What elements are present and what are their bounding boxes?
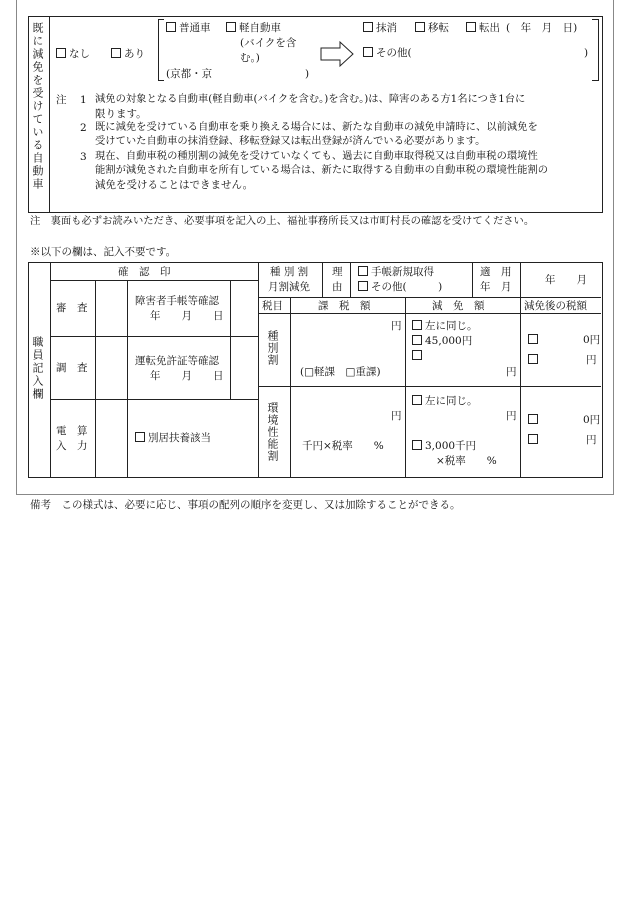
remarks: 備考 この様式は、必要に応じ、事項の配列の順序を変更し、又は加除することができる。 xyxy=(30,499,461,511)
v-line-taxitem xyxy=(290,297,291,478)
checkbox[interactable] xyxy=(466,22,476,32)
row2-after-zero[interactable]: 0円 xyxy=(528,414,541,426)
row1-label: 種別割 xyxy=(266,330,279,366)
note-1-line-2: 限ります。 xyxy=(95,108,147,120)
checkbox[interactable] xyxy=(412,395,422,405)
page-frame-bottom xyxy=(16,494,614,495)
checkbox[interactable] xyxy=(111,48,121,58)
v-line-r4 xyxy=(520,262,521,478)
row1-after-custom[interactable]: 円 xyxy=(528,354,541,366)
checkbox[interactable] xyxy=(528,334,538,344)
notes-label: 注 xyxy=(56,94,67,106)
reason-2: 由 xyxy=(332,281,343,293)
v-line-c xyxy=(230,280,231,336)
row1-same[interactable]: 左に同じ。 xyxy=(412,320,478,332)
vehicle-normal[interactable]: 普通車 xyxy=(166,22,211,34)
staff-side-divider xyxy=(50,262,51,478)
note-3-line-2: 能割が減免された自動車を所有している場合は、新たに取得する自動車の自動車税の環境性能割の xyxy=(95,164,549,176)
reason-other[interactable]: その他( ) xyxy=(358,281,442,293)
existing-reduction-label: 既に減免を受けている自動車 xyxy=(31,22,44,191)
h-line-right-3 xyxy=(258,386,601,387)
v-line-r2 xyxy=(350,262,351,298)
v-line-taxamount xyxy=(405,297,406,478)
row1-yen: 円 xyxy=(391,320,402,332)
bracket-right-bottom xyxy=(592,80,598,81)
apply-1: 適 用 xyxy=(480,266,512,278)
bracket-left xyxy=(158,19,159,81)
handbook-check: 障害者手帳等確認 xyxy=(135,295,219,307)
note-3-line-3: 減免を受けることはできません。 xyxy=(95,179,254,191)
h-line-1 xyxy=(50,336,258,337)
option-none[interactable]: なし xyxy=(56,48,90,60)
page-frame-left xyxy=(16,0,17,495)
bracket-right-top xyxy=(592,19,598,20)
separate-household[interactable]: 別居扶養該当 xyxy=(135,432,211,444)
seal-header-line xyxy=(50,280,258,281)
h-line-2 xyxy=(50,399,258,400)
action-transfer[interactable]: 移転 xyxy=(415,22,449,34)
col-tax-item: 税目 xyxy=(262,300,283,312)
row2-rate: ×税率 % xyxy=(436,455,497,467)
row2-yen: 円 xyxy=(391,410,402,422)
v-line-a xyxy=(95,280,96,478)
no-entry-note: ※以下の欄は、記入不要です。 xyxy=(30,246,177,258)
review-label: 審 査 xyxy=(56,302,88,314)
monthly-reduction-2: 月割減免 xyxy=(268,281,310,293)
row2-after-custom[interactable]: 円 xyxy=(528,434,541,446)
location-prefix: (京都・京 xyxy=(166,68,213,80)
v-line-b xyxy=(127,280,128,478)
col-tax-amount: 課 税 額 xyxy=(318,300,371,312)
computer-input-1: 電 算 xyxy=(56,425,88,437)
checkbox[interactable] xyxy=(56,48,66,58)
row1-45000[interactable]: 45,000円 xyxy=(412,335,472,347)
license-date: 年 月 日 xyxy=(150,370,224,382)
action-other-close: ) xyxy=(584,47,589,59)
checkbox[interactable] xyxy=(363,47,373,57)
license-check: 運転免許証等確認 xyxy=(135,355,219,367)
action-out[interactable]: 転出 ( 年 月 日) xyxy=(466,22,577,34)
row1-blank[interactable] xyxy=(412,350,425,362)
staff-entry-label: 職員記入欄 xyxy=(31,336,44,401)
row2-yen2: 円 xyxy=(506,410,517,422)
side-divider xyxy=(49,16,50,213)
note-2-num: 2 xyxy=(80,122,87,134)
survey-label: 調 査 xyxy=(56,362,88,374)
note-3-line-1: 現在、自動車税の種別割の減免を受けていなくても、過去に自動車取得税又は自動車税の環境性 xyxy=(95,150,538,162)
vehicle-light[interactable]: 軽自動車 xyxy=(226,22,281,34)
location-suffix: ) xyxy=(305,68,310,80)
checkbox[interactable] xyxy=(363,22,373,32)
checkbox[interactable] xyxy=(226,22,236,32)
bracket-left-top xyxy=(158,19,164,20)
row2-3000[interactable]: 3,000千円 xyxy=(412,440,476,452)
v-line-r3 xyxy=(472,262,473,298)
note-3-num: 3 xyxy=(80,151,87,163)
note-2-line-2: 受けていた自動車の抹消登録、移転登録又は転出登録が済んでいる必要があります。 xyxy=(95,135,486,147)
checkbox[interactable] xyxy=(412,335,422,345)
apply-2: 年 月 xyxy=(480,281,512,293)
option-yes[interactable]: あり xyxy=(111,48,145,60)
col-divider-main xyxy=(258,262,259,478)
bracket-left-bottom xyxy=(158,80,164,81)
checkbox[interactable] xyxy=(358,266,368,276)
checkbox[interactable] xyxy=(528,414,538,424)
checkbox[interactable] xyxy=(166,22,176,32)
bracket-right xyxy=(598,19,599,81)
row2-same[interactable]: 左に同じ。 xyxy=(412,395,478,407)
checkbox[interactable] xyxy=(528,354,538,364)
checkbox[interactable] xyxy=(412,320,422,330)
col-after: 減免後の税額 xyxy=(524,300,587,312)
reason-new[interactable]: 手帳新規取得 xyxy=(358,266,434,278)
v-line-r1 xyxy=(322,262,323,298)
arrow-right-icon xyxy=(320,40,354,68)
row2-formula: 千円×税率 % xyxy=(302,440,384,452)
checkbox[interactable] xyxy=(528,434,538,444)
handbook-date: 年 月 日 xyxy=(150,310,224,322)
row1-yen2: 円 xyxy=(506,366,517,378)
row1-light-heavy: (□軽課 □重課) xyxy=(300,366,381,378)
monthly-reduction-1: 種 別 割 xyxy=(270,266,309,278)
year-month: 年 月 xyxy=(545,274,587,286)
footer-note: 注 裏面も必ずお読みいただき、必要事項を記入の上、福祉事務所長又は市町村長の確認を受けてください。 xyxy=(30,215,535,227)
checkbox[interactable] xyxy=(412,350,422,360)
checkbox[interactable] xyxy=(358,281,368,291)
h-line-right-1 xyxy=(258,297,601,298)
vehicle-light-note-2: む。) xyxy=(240,52,260,64)
reason-1: 理 xyxy=(332,266,343,278)
row2-label: 環境性能割 xyxy=(266,402,279,462)
action-cancel[interactable]: 抹消 xyxy=(363,22,397,34)
vehicle-light-note-1: (バイクを含 xyxy=(240,37,297,49)
checkbox[interactable] xyxy=(415,22,425,32)
action-other[interactable]: その他( xyxy=(363,47,412,59)
computer-input-2: 入 力 xyxy=(56,440,88,452)
note-1-num: 1 xyxy=(80,94,87,106)
confirm-seal-heading: 確 認 印 xyxy=(118,266,171,278)
v-line-d xyxy=(230,336,231,399)
note-2-line-1: 既に減免を受けている自動車を乗り換える場合には、新たな自動車の減免申請時に、以前減免を xyxy=(95,121,538,133)
col-reduction-amount: 減 免 額 xyxy=(432,300,485,312)
page-frame-right xyxy=(613,0,614,495)
h-line-right-2 xyxy=(258,313,601,314)
note-1-line-1: 減免の対象となる自動車(軽自動車(バイクを含む。)を含む。)は、障害のある方1名につき1台に xyxy=(95,93,526,105)
row1-after-zero[interactable]: 0円 xyxy=(528,334,541,346)
checkbox[interactable] xyxy=(412,440,422,450)
checkbox[interactable] xyxy=(135,432,145,442)
